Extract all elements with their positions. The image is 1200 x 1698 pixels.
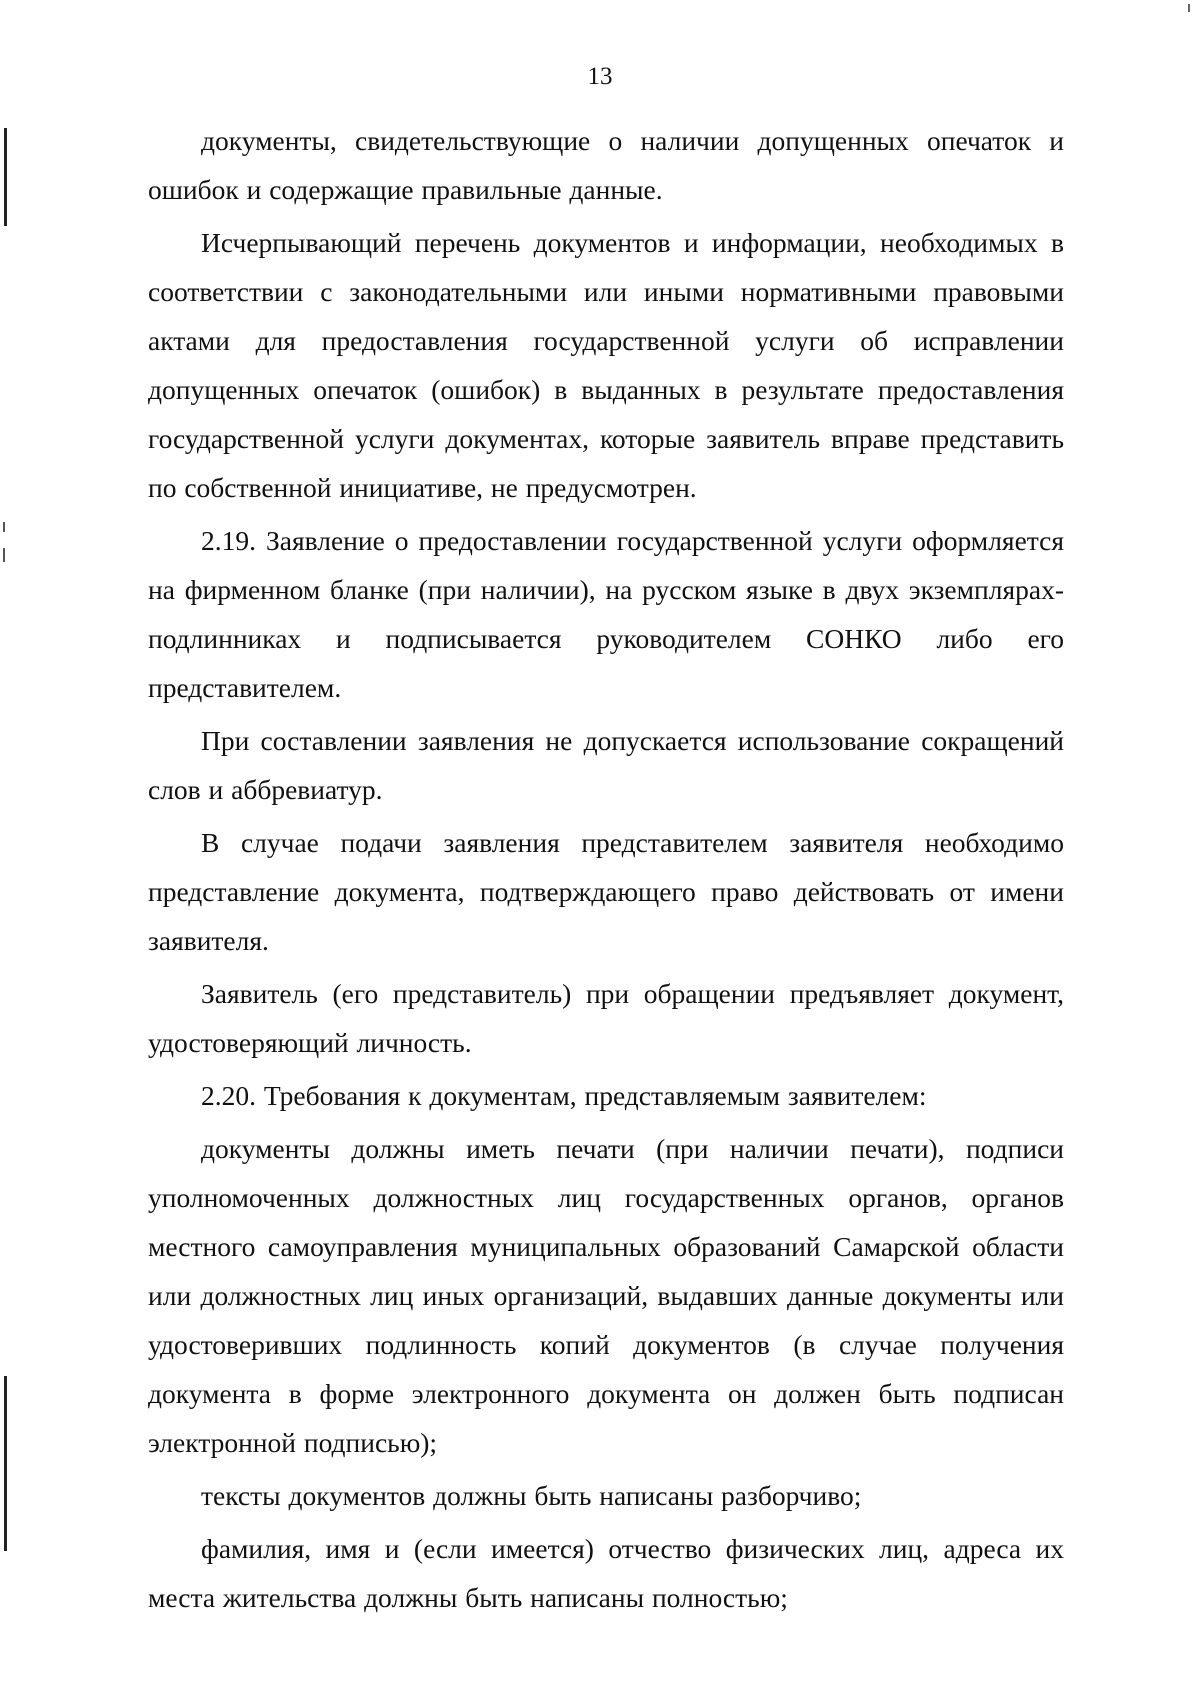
paragraph-legible-texts: тексты документов должны быть написаны разборчиво;	[201, 1480, 862, 1511]
paragraph-exhaustive-list: Исчерпывающий перечень документов и информации, необходимых в соответствии с законодательными или иными нормативными правовыми актами для предоставления государственной услуги об исправлении допущенных опечаток (ошибок) в выданных в результате предоставления государственной услуги документах, которые заявитель вправе представить по собственной инициативе, не предусмотрен.	[148, 227, 1064, 503]
scan-edge-dash	[3, 522, 5, 532]
paragraph-2-19-application: 2.19. Заявление о предоставлении государственной услуги оформляется на фирменном бланке (при наличии), на русском языке в двух экземплярах-подлинниках и подписывается руководителем СОНКО либо его представителем.	[148, 525, 1064, 703]
scan-edge-mark-top	[4, 128, 7, 226]
scan-edge-dash	[3, 548, 5, 562]
paragraph-seals-signatures: документы должны иметь печати (при наличии печати), подписи уполномоченных должностных лиц государственных органов, органов местного самоуправления муниципальных образований Самарской области или должностных лиц иных организаций, выдавших данные документы или удостоверивших подлинность копий документов (в случае получения документа в форме электронного документа он должен быть подписан электронной подписью);	[148, 1133, 1064, 1458]
scan-corner-mark	[1188, 4, 1190, 12]
paragraph-2-20-requirements: 2.20. Требования к документам, представляемым заявителем:	[201, 1080, 927, 1111]
paragraph-no-abbreviations: При составлении заявления не допускается использование сокращений слов и аббревиатур.	[148, 725, 1064, 805]
paragraph-identity-document: Заявитель (его представитель) при обращении предъявляет документ, удостоверяющий личность.	[148, 978, 1064, 1058]
scan-edge-mark-bottom	[4, 1376, 7, 1551]
paragraph-full-names: фамилия, имя и (если имеется) отчество физических лиц, адреса их места жительства должны быть написаны полностью;	[148, 1533, 1064, 1613]
paragraph-correction-documents: документы, свидетельствующие о наличии допущенных опечаток и ошибок и содержащие правильные данные.	[148, 125, 1064, 205]
paragraph-representative: В случае подачи заявления представителем заявителя необходимо представление документа, подтверждающего право действовать от имени заявителя.	[148, 827, 1064, 956]
document-body	[148, 116, 1064, 1622]
page-number: 13	[587, 63, 613, 90]
